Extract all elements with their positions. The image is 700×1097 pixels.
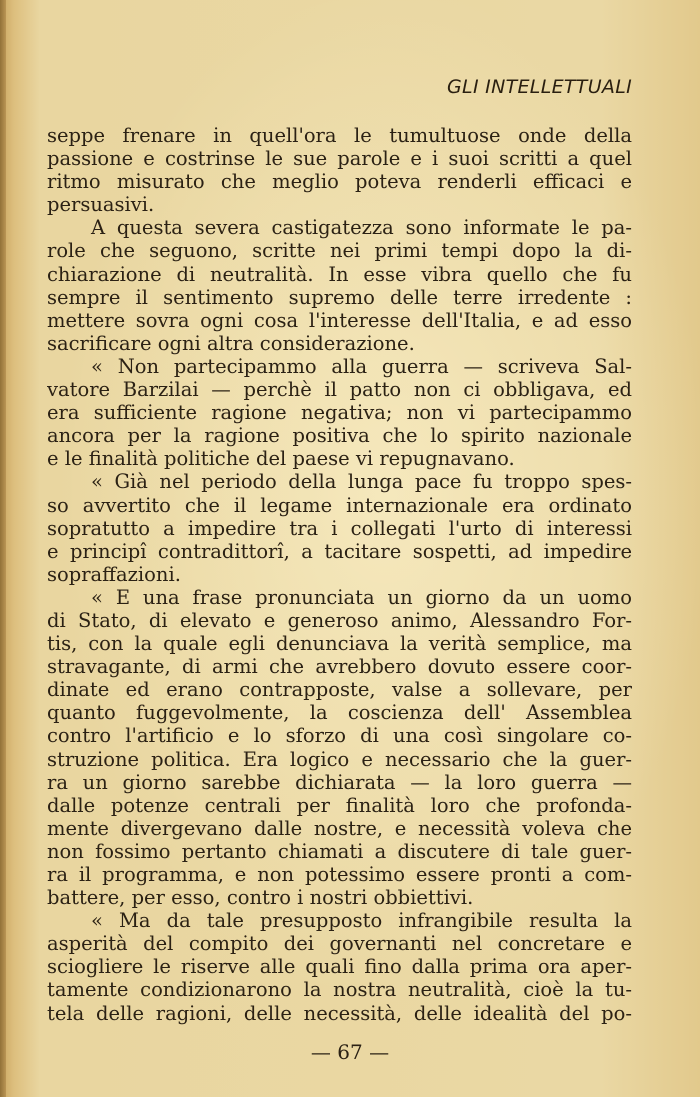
text-line: passione e costrinse le sue parole e i suoi scritti a quel [47,147,632,171]
paragraph [47,586,632,909]
text-line: dinate ed erano contrapposte, valse a sollevare, per [47,678,632,702]
page-number: — 67 — [310,1040,390,1064]
text-line: tis, con la quale egli denunciava la verità semplice, ma [47,632,632,656]
text-line: chiarazione di neutralità. In esse vibra quello che fu [47,262,632,286]
text-line: quanto fuggevolmente, la coscienza dell' Assemblea [47,701,632,725]
text-line: role che seguono, scritte nei primi tempi dopo la di- [47,239,632,263]
text-line: vatore Barzilai — perchè il patto non ci obbligava, ed [47,378,632,402]
text-line: contro l'artificio e lo sforzo di una così singolare co- [47,724,632,748]
text-line: dalle potenze centrali per finalità loro che profonda- [47,793,632,817]
text-line: sacrificare ogni altra considerazione. [47,331,415,355]
text-line: « Già nel periodo della lunga pace fu troppo spes- [91,470,632,494]
text-line: e principî contradittorî, a tacitare sospetti, ad impedire [47,539,632,563]
text-line: mente divergevano dalle nostre, e necessità voleva che [47,816,632,840]
text-line: di Stato, di elevato e generoso animo, Alessandro For- [47,608,632,632]
paragraph [47,124,632,216]
text-line: ra il programma, e non potessimo essere pronti a com- [47,863,632,886]
text-line: ra un giorno sarebbe dichiarata — la loro guerra — [47,770,632,794]
text-line: tamente condizionarono la nostra neutralità, cioè la tu- [47,978,632,1002]
text-line: era sufficiente ragione negativa; non vi partecipammo [47,401,632,425]
text-line: « E una frase pronunciata un giorno da un uomo [91,585,632,609]
text-line: sciogliere le riserve alle quali fino dalla prima ora aper- [47,955,632,979]
body-text [47,124,632,1025]
text-line: e le finalità politiche del paese vi repugnavano. [47,447,515,471]
paragraph [47,470,632,585]
text-line: non fossimo pertanto chiamati a discutere di tale guer- [47,839,632,863]
paragraph [47,909,632,1024]
text-line: persuasivi. [47,193,155,217]
text-line: tela delle ragioni, delle necessità, delle idealità del po- [47,1001,632,1025]
text-line: seppe frenare in quell'ora le tumultuose onde della [47,124,632,147]
paragraph [47,355,632,470]
text-line: sempre il sentimento supremo delle terre irredente : [47,285,632,309]
text-line: stravagante, di armi che avrebbero dovuto essere coor- [47,655,632,679]
text-line: « Non partecipammo alla guerra — scriveva Sal- [91,354,632,378]
text-line: struzione politica. Era logico e necessario che la guer- [47,747,632,771]
page-gutter-shadow [0,0,6,1097]
text-line: sopraffazioni. [47,562,181,586]
running-header: GLI INTELLETTUALI [447,76,632,98]
text-line: ritmo misurato che meglio poteva renderli efficaci e [47,170,632,194]
text-line: mettere sovra ogni cosa l'interesse dell'Italia, e ad esso [47,308,632,332]
text-line: « Ma da tale presupposto infrangibile resulta la [91,909,632,933]
text-line: asperità del compito dei governanti nel concretare e [47,932,632,956]
text-line: so avvertito che il legame internazionale era ordinato [47,493,632,517]
text-line: sopratutto a impedire tra i collegati l'urto di interessi [47,516,632,540]
text-line: ancora per la ragione positiva che lo spirito nazionale [47,424,632,448]
text-line: battere, per esso, contro i nostri obbiettivi. [47,886,474,910]
paragraph [47,216,632,355]
text-line: A questa severa castigatezza sono informate le pa- [91,216,632,240]
